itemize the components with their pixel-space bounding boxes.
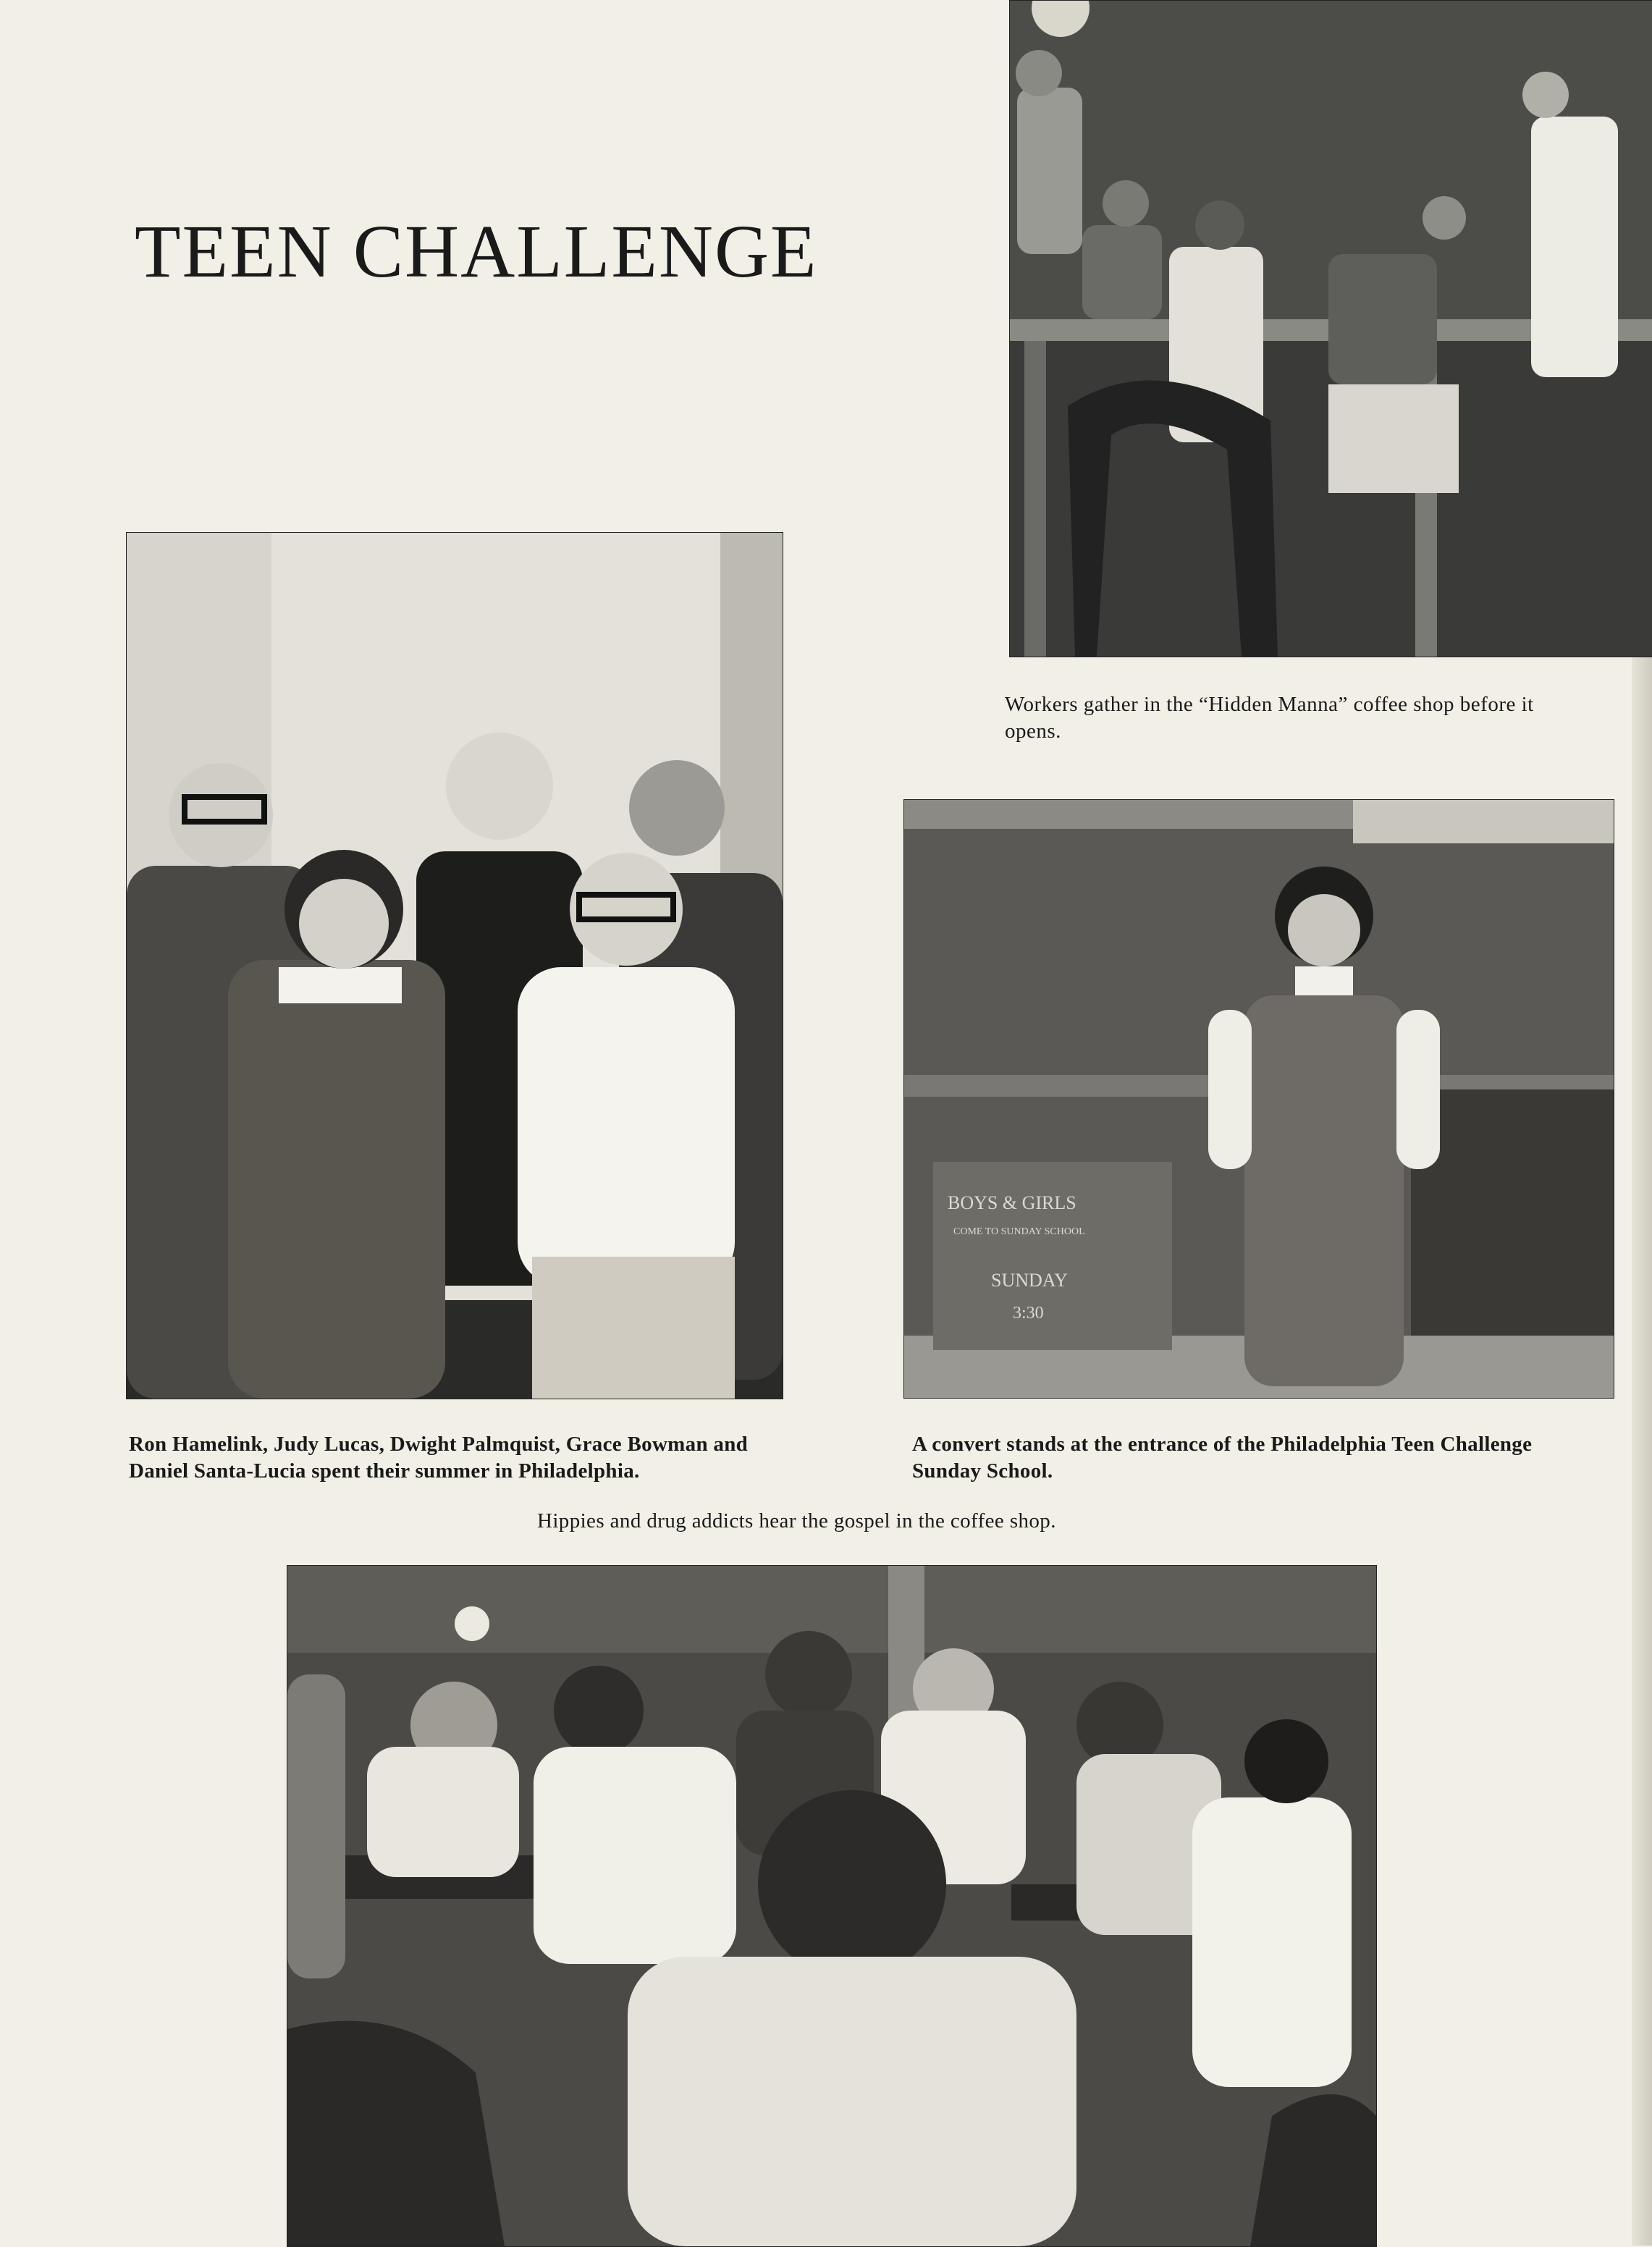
page-title: TEEN CHALLENGE [135,210,818,293]
convert-entrance-caption: A convert stands at the entrance of the Philadelphia Teen Challenge Sunday School. [912,1433,1533,1483]
sign-line: BOYS & GIRLS [948,1192,1076,1213]
coffee-shop-workers-caption: Workers gather in the “Hidden Manna” coffee shop before it opens. [1005,693,1534,743]
hippies-coffee-shop-caption: Hippies and drug addicts hear the gospel in the coffee shop. [537,1509,1056,1533]
hippies-coffee-shop-photo [287,1565,1377,2247]
sign-line: COME TO SUNDAY SCHOOL [953,1226,1085,1237]
sign-line: SUNDAY [991,1270,1068,1291]
convert-entrance-photo [903,799,1614,1399]
group-portrait-caption: Ron Hamelink, Judy Lucas, Dwight Palmquist, Grace Bowman and Daniel Santa-Lucia spent their summer in Philadelphia. [129,1433,749,1483]
group-portrait-photo [126,532,783,1399]
sign-line: 3:30 [1013,1304,1044,1323]
sunday-school-sign [933,1162,1172,1350]
coffee-shop-workers-photo [1009,0,1652,657]
